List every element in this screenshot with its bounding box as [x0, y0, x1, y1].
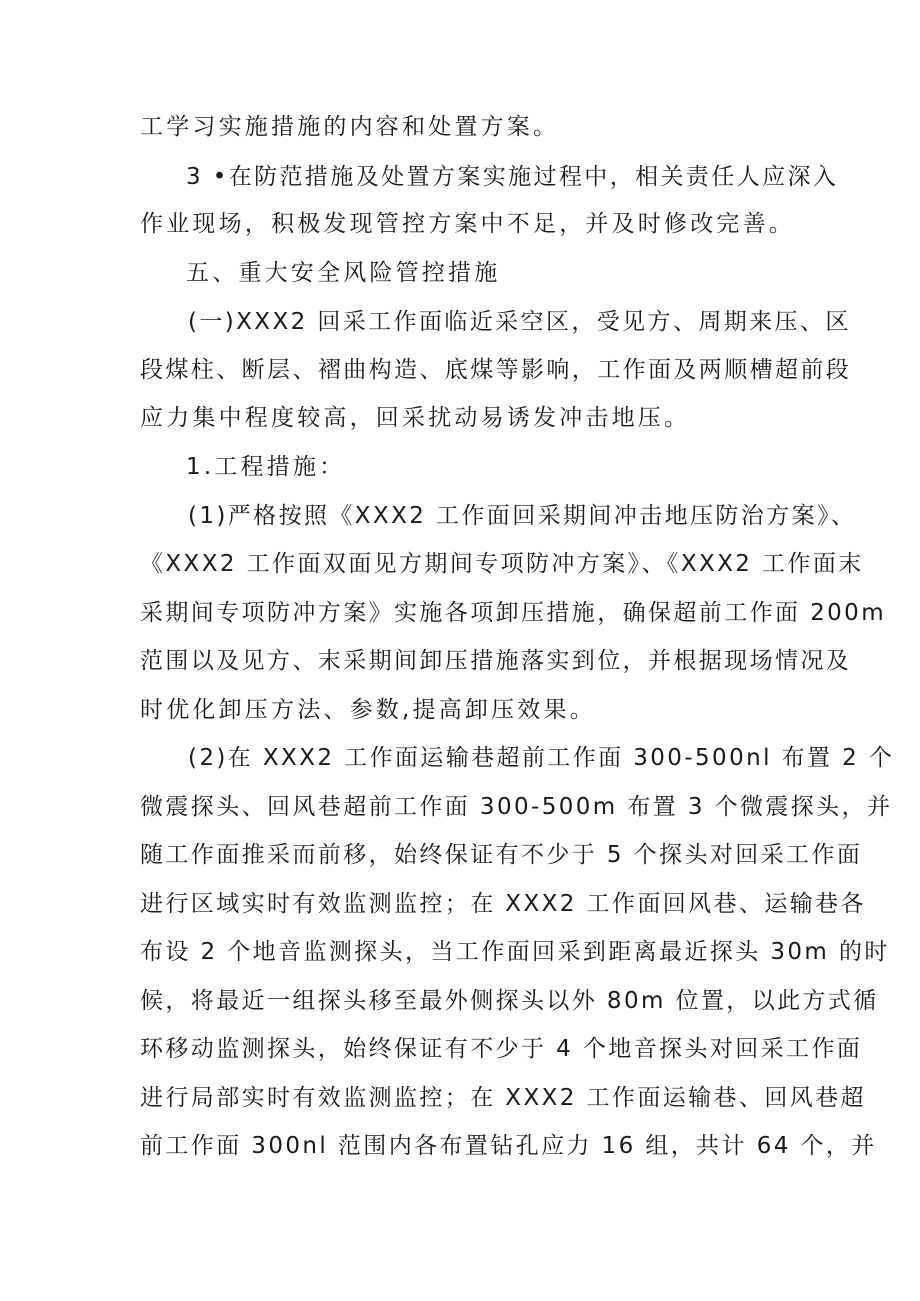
section-heading-5: 五、重大安全风险管控措施: [186, 260, 501, 286]
text-line-21: 进行局部实时有效监测监控；在 XXX2 工作面运输巷、回风巷超: [140, 1085, 866, 1111]
text-line-3: 作业现场，积极发现管控方案中不足，并及时修改完善。: [140, 211, 795, 237]
text-line-2: 3 •在防范措施及处置方案实施过程中，相关责任人应深入: [186, 164, 839, 190]
text-line-9: (1)严格按照《XXX2 工作面回采期间冲击地压防治方案》、: [188, 503, 857, 529]
text-line-7: 应力集中程度较高，回采扰动易诱发冲击地压。: [140, 405, 691, 431]
text-line-14: (2)在 XXX2 工作面运输巷超前工作面 300-500nl 布置 2 个: [188, 745, 895, 771]
text-line-12: 范围以及见方、末采期间卸压措施落实到位，并根据现场情况及: [140, 648, 852, 674]
text-line-10: 《XXX2 工作面双面见方期间专项防冲方案》、《XXX2 工作面末: [140, 551, 864, 577]
text-line-11: 采期间专项防冲方案》实施各项卸压措施，确保超前工作面 200m: [140, 600, 887, 626]
text-line-1: 工学习实施措施的内容和处置方案。: [140, 114, 560, 140]
text-line-17: 进行区域实时有效监测监控；在 XXX2 工作面回风巷、运输巷各: [140, 891, 866, 917]
text-line-13: 时优化卸压方法、参数,提高卸压效果。: [140, 697, 596, 723]
text-line-16: 随工作面推采而前移，始终保证有不少于 5 个探头对回采工作面: [140, 842, 863, 868]
text-line-6: 段煤柱、断层、褶曲构造、底煤等影响，工作面及两顺槽超前段: [140, 357, 852, 383]
text-line-20: 环移动监测探头，始终保证有不少于 4 个地音探头对回采工作面: [140, 1036, 863, 1062]
text-line-15: 微震探头、回风巷超前工作面 300-500m 布置 3 个微震探头，并: [140, 794, 893, 820]
text-line-18: 布设 2 个地音监测探头，当工作面回采到距离最近探头 30m 的时: [140, 939, 890, 965]
text-line-22: 前工作面 300nl 范围内各布置钻孔应力 16 组，共计 64 个，并: [140, 1133, 877, 1159]
text-line-19: 候，将最近一组探头移至最外侧探头以外 80m 位置，以此方式循: [140, 988, 879, 1014]
text-line-5: (一)XXX2 回采工作面临近采空区，受见方、周期来压、区: [188, 309, 851, 335]
subheading-engineering-measures: 1.工程措施：: [186, 454, 346, 480]
